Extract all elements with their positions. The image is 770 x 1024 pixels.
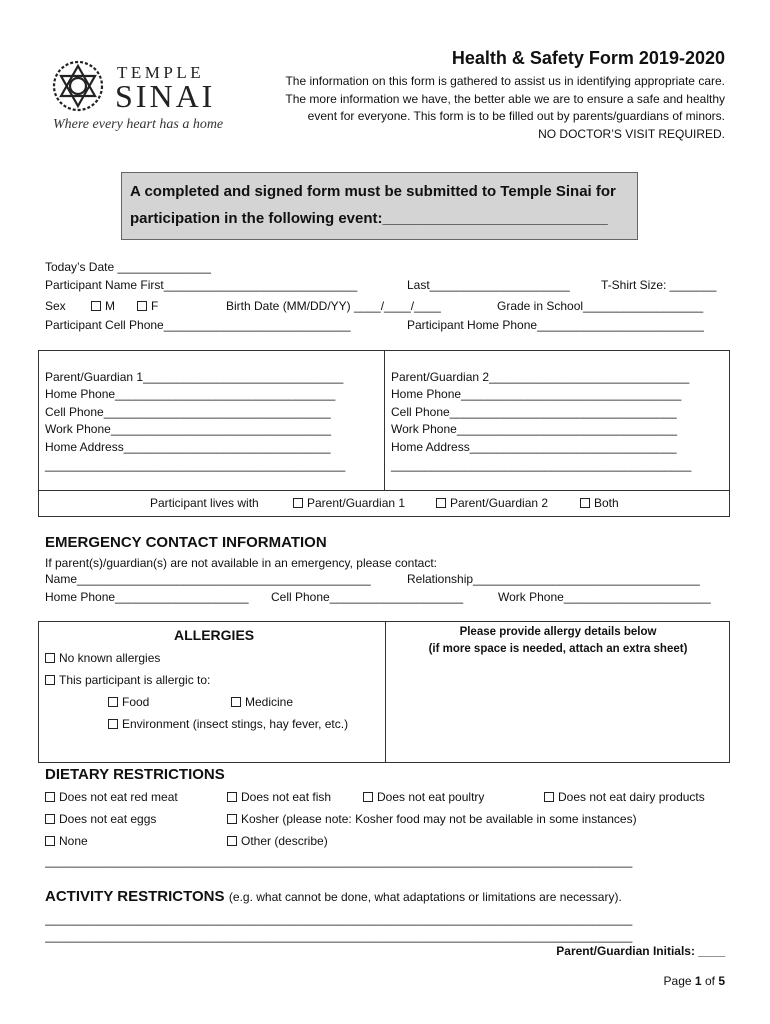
no-dairy-label: Does not eat dairy products bbox=[558, 790, 705, 804]
checkbox-icon bbox=[436, 498, 446, 508]
medicine-allergy-checkbox[interactable] bbox=[231, 695, 293, 709]
no-poultry-label: Does not eat poultry bbox=[377, 790, 485, 804]
lives-with-both-checkbox[interactable] bbox=[580, 496, 619, 510]
participant-first-name-field[interactable]: Participant Name First_____________________________ bbox=[45, 278, 358, 292]
activity-section-subtitle: (e.g. what cannot be done, what adaptations or limitations are necessary). bbox=[228, 890, 622, 904]
lives-with-guardian2-checkbox[interactable] bbox=[436, 496, 548, 510]
checkbox-icon bbox=[91, 301, 101, 311]
guardian1-work-phone-field[interactable]: Work Phone_________________________________ bbox=[45, 422, 332, 436]
checkbox-icon bbox=[45, 675, 55, 685]
dietary-section-title: DIETARY RESTRICTIONS bbox=[45, 766, 225, 783]
no-poultry-checkbox[interactable] bbox=[363, 790, 484, 804]
allergy-details-heading: Please provide allergy details below bbox=[459, 626, 657, 638]
checkbox-icon bbox=[45, 814, 55, 824]
guardian2-cell-phone-field[interactable]: Cell Phone__________________________________ bbox=[391, 405, 677, 419]
page-total: 5 bbox=[718, 974, 725, 988]
sex-f-label: F bbox=[151, 299, 159, 313]
guardian2-work-phone-field[interactable]: Work Phone_________________________________ bbox=[391, 422, 678, 436]
emergency-relationship-field[interactable]: Relationship__________________________________ bbox=[407, 572, 700, 586]
form-title: Health & Safety Form 2019-2020 bbox=[451, 48, 725, 68]
page-current: 1 bbox=[694, 974, 702, 988]
checkbox-icon bbox=[363, 792, 373, 802]
guardian1-cell-phone-field[interactable]: Cell Phone__________________________________ bbox=[45, 405, 331, 419]
tshirt-size-field[interactable]: T-Shirt Size: _______ bbox=[601, 278, 717, 292]
sex-m-label: M bbox=[105, 299, 115, 313]
guardian1-address-line[interactable]: _____________________________________________ bbox=[45, 458, 346, 472]
page-number bbox=[664, 974, 725, 988]
no-red-meat-label: Does not eat red meat bbox=[59, 790, 178, 804]
environment-allergy-label: Environment (insect stings, hay fever, etc.) bbox=[122, 717, 349, 731]
dietary-none-checkbox[interactable] bbox=[45, 834, 88, 848]
checkbox-icon bbox=[227, 814, 237, 824]
lives-with-guardian1-label: Parent/Guardian 1 bbox=[307, 496, 406, 510]
sex-label: Sex bbox=[45, 299, 66, 313]
guardian-divider-horizontal bbox=[38, 490, 730, 491]
sex-m-checkbox[interactable] bbox=[91, 299, 115, 313]
checkbox-icon bbox=[231, 697, 241, 707]
temple-sinai-logo bbox=[50, 54, 240, 139]
allergy-details-note: (if more space is needed, attach an extra sheet) bbox=[428, 643, 688, 655]
checkbox-icon bbox=[45, 836, 55, 846]
checkbox-icon bbox=[45, 792, 55, 802]
no-known-allergies-checkbox[interactable] bbox=[45, 651, 160, 665]
checkbox-icon bbox=[544, 792, 554, 802]
intro-line: event for everyone. This form is to be filled out by parents/guardians of minors. bbox=[307, 109, 725, 123]
activity-line-1[interactable]: ________________________________________________________________________________________ bbox=[45, 912, 633, 926]
guardian1-home-phone-field[interactable]: Home Phone_________________________________ bbox=[45, 387, 336, 401]
checkbox-icon bbox=[45, 653, 55, 663]
checkbox-icon bbox=[227, 792, 237, 802]
intro-line: NO DOCTOR’S VISIT REQUIRED. bbox=[538, 126, 725, 141]
intro-line: The information on this form is gathered to assist us in identifying appropriate care. bbox=[285, 74, 725, 88]
activity-section-title: ACTIVITY RESTRICTONS bbox=[45, 888, 225, 905]
lives-with-guardian1-checkbox[interactable] bbox=[293, 496, 405, 510]
no-known-allergies-label: No known allergies bbox=[59, 651, 161, 665]
kosher-label: Kosher (please note: Kosher food may not be available in some instances) bbox=[241, 812, 637, 826]
kosher-checkbox[interactable] bbox=[227, 812, 637, 826]
lives-with-label: Participant lives with bbox=[150, 496, 259, 510]
dietary-other-checkbox[interactable] bbox=[227, 834, 328, 848]
logo-tagline: Where every heart has a home bbox=[53, 117, 224, 132]
no-eggs-checkbox[interactable] bbox=[45, 812, 156, 826]
emergency-section-title: EMERGENCY CONTACT INFORMATION bbox=[45, 534, 327, 551]
lives-with-guardian2-label: Parent/Guardian 2 bbox=[450, 496, 549, 510]
checkbox-icon bbox=[108, 697, 118, 707]
page-label: Page bbox=[663, 974, 692, 988]
food-allergy-checkbox[interactable] bbox=[108, 695, 149, 709]
no-eggs-label: Does not eat eggs bbox=[59, 812, 157, 826]
event-notice-text: A completed and signed form must be submitted to Temple Sinai for participation in the following event:___________________________ bbox=[130, 183, 616, 227]
guardian2-address-line[interactable]: _____________________________________________ bbox=[391, 458, 692, 472]
environment-allergy-checkbox[interactable] bbox=[108, 717, 348, 731]
lives-with-both-label: Both bbox=[594, 496, 619, 510]
page-of-label: of bbox=[704, 974, 715, 988]
allergies-title: ALLERGIES bbox=[174, 627, 255, 643]
no-dairy-checkbox[interactable] bbox=[544, 790, 705, 804]
medicine-allergy-label: Medicine bbox=[245, 695, 294, 709]
guardian-initials-field[interactable]: Parent/Guardian Initials: ____ bbox=[556, 944, 725, 958]
activity-section-header bbox=[45, 888, 622, 906]
food-allergy-label: Food bbox=[122, 695, 150, 709]
no-fish-label: Does not eat fish bbox=[241, 790, 332, 804]
star-of-david-logo-icon bbox=[50, 58, 106, 114]
logo-text-sinai: SINAI bbox=[115, 78, 216, 114]
participant-cell-phone-field[interactable]: Participant Cell Phone____________________________ bbox=[45, 318, 351, 332]
allergic-to-checkbox[interactable] bbox=[45, 673, 210, 687]
guardian1-name-field[interactable]: Parent/Guardian 1______________________________ bbox=[45, 370, 344, 384]
guardian2-home-phone-field[interactable]: Home Phone_________________________________ bbox=[391, 387, 682, 401]
event-notice-box bbox=[121, 172, 638, 240]
guardian1-address-field[interactable]: Home Address_______________________________ bbox=[45, 440, 331, 454]
participant-last-name-field[interactable]: Last_____________________ bbox=[407, 278, 570, 292]
emergency-cell-phone-field[interactable]: Cell Phone____________________ bbox=[271, 590, 464, 604]
dietary-none-label: None bbox=[59, 834, 88, 848]
todays-date-field[interactable]: Today’s Date ______________ bbox=[45, 260, 211, 274]
intro-line: The more information we have, the better able we are to ensure a safe and healthy bbox=[285, 91, 725, 106]
guardian2-name-field[interactable]: Parent/Guardian 2______________________________ bbox=[391, 370, 690, 384]
emergency-home-phone-field[interactable]: Home Phone____________________ bbox=[45, 590, 249, 604]
dietary-describe-line[interactable]: ________________________________________________________________________________________ bbox=[45, 854, 633, 868]
birth-date-field[interactable]: Birth Date (MM/DD/YY) ____/____/____ bbox=[226, 299, 441, 313]
sex-f-checkbox[interactable] bbox=[137, 299, 158, 313]
emergency-subtitle: If parent(s)/guardian(s) are not available in an emergency, please contact: bbox=[45, 556, 437, 570]
guardian2-address-field[interactable]: Home Address_______________________________ bbox=[391, 440, 677, 454]
checkbox-icon bbox=[293, 498, 303, 508]
emergency-name-field[interactable]: Name____________________________________________ bbox=[45, 572, 371, 586]
checkbox-icon bbox=[137, 301, 147, 311]
guardian-divider-vertical bbox=[384, 350, 385, 490]
checkbox-icon bbox=[580, 498, 590, 508]
activity-line-2[interactable]: ________________________________________________________________________________________ bbox=[45, 929, 633, 943]
checkbox-icon bbox=[227, 836, 237, 846]
dietary-other-label: Other (describe) bbox=[241, 834, 328, 848]
no-red-meat-checkbox[interactable] bbox=[45, 790, 178, 804]
intro-text bbox=[255, 73, 725, 143]
checkbox-icon bbox=[108, 719, 118, 729]
logo-text-temple: TEMPLE bbox=[117, 63, 205, 82]
no-fish-checkbox[interactable] bbox=[227, 790, 331, 804]
allergic-to-label: This participant is allergic to: bbox=[59, 673, 211, 687]
grade-field[interactable]: Grade in School__________________ bbox=[497, 299, 704, 313]
participant-home-phone-field[interactable]: Participant Home Phone_________________________ bbox=[407, 318, 704, 332]
emergency-work-phone-field[interactable]: Work Phone______________________ bbox=[498, 590, 711, 604]
